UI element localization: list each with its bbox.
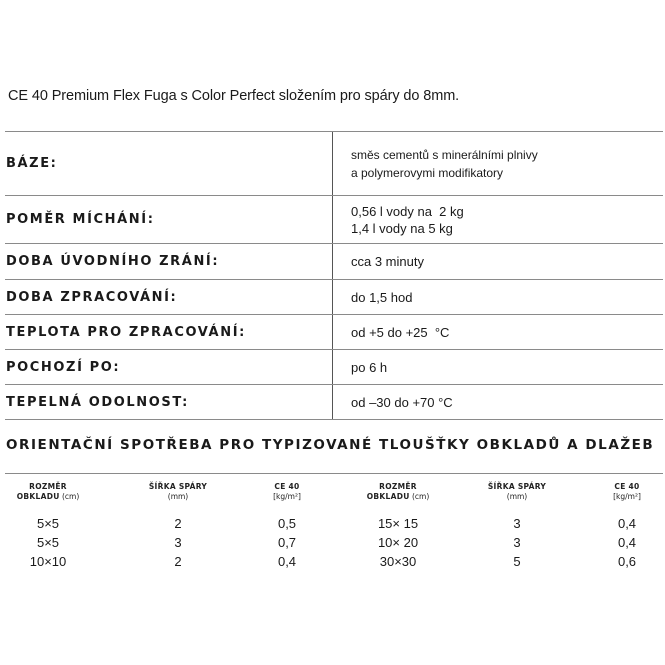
spec-row-mixing-ratio <box>5 195 663 243</box>
spec-value <box>332 385 663 419</box>
table-cell: 0,4 <box>617 535 637 550</box>
table-cell: 3 <box>174 535 182 550</box>
table-row <box>0 533 665 552</box>
table-cell: 10× 20 <box>377 535 419 550</box>
spec-label: DOBA ZPRACOVÁNÍ: <box>6 289 178 305</box>
header-ce40-consumption <box>613 482 641 501</box>
spec-value <box>332 244 663 279</box>
header-unit: [kg/m²] <box>613 491 641 501</box>
header-line: CE 40 <box>614 482 640 491</box>
header-line: CE 40 <box>274 482 300 491</box>
header-line: ROZMĚR <box>29 482 67 491</box>
spec-value-line: 0,56 l vody na 2 kg <box>351 203 464 219</box>
spec-value-line: do 1,5 hod <box>351 289 413 305</box>
table-cell: 0,7 <box>277 535 297 550</box>
header-line: ROZMĚR <box>379 482 417 491</box>
spec-label: POCHOZÍ PO: <box>6 359 121 375</box>
table-cell: 0,5 <box>277 516 297 531</box>
spec-value-line: směs cementů s minerálními plnivy <box>351 147 538 162</box>
table-cell: 0,4 <box>617 516 637 531</box>
table-cell: 0,6 <box>617 554 637 569</box>
spec-value <box>332 280 663 314</box>
table-cell: 2 <box>174 554 182 569</box>
spec-row-working-temperature <box>5 314 663 349</box>
header-joint-width <box>488 482 546 501</box>
table-cell: 10×10 <box>29 554 67 569</box>
spec-label: BÁZE: <box>6 156 58 171</box>
spec-table <box>5 131 663 420</box>
spec-label: TEPLOTA PRO ZPRACOVÁNÍ: <box>6 324 246 340</box>
spec-value-line: po 6 h <box>351 359 388 375</box>
header-unit: (mm) <box>167 491 189 501</box>
header-unit: (mm) <box>506 491 528 501</box>
header-unit: (cm) <box>409 491 430 501</box>
header-tile-size <box>17 482 80 501</box>
spec-row-thermal-resistance <box>5 384 663 420</box>
document-title: CE 40 Premium Flex Fuga s Color Perfect složením pro spáry do 8mm. <box>8 88 460 104</box>
spec-value-line: od +5 do +25 °C <box>351 324 450 340</box>
table-cell: 2 <box>174 516 182 531</box>
table-cell: 30×30 <box>379 554 417 569</box>
header-tile-size <box>367 482 430 501</box>
table-cell: 5×5 <box>36 516 60 531</box>
header-unit: [kg/m²] <box>273 491 301 501</box>
table-cell: 3 <box>513 516 521 531</box>
consumption-header-row <box>0 482 665 512</box>
table-cell: 15× 15 <box>377 516 419 531</box>
spec-row-working-time <box>5 279 663 314</box>
table-cell: 0,4 <box>277 554 297 569</box>
spec-value <box>332 315 663 349</box>
spec-row-walkable-after <box>5 349 663 384</box>
table-cell: 5 <box>513 554 521 569</box>
table-row <box>0 514 665 533</box>
consumption-table <box>0 482 665 571</box>
spec-value-line: a polymerovymi modifikatory <box>351 165 504 180</box>
spec-value-line: od –30 do +70 °C <box>351 394 453 410</box>
spec-value-line: cca 3 minuty <box>351 254 424 269</box>
spec-value <box>332 132 663 195</box>
consumption-heading: ORIENTAČNÍ SPOTŘEBA PRO TYPIZOVANÉ TLOUŠŤKY OBKLADŮ A DLAŽEB <box>6 437 655 453</box>
header-line: OBKLADU <box>366 491 410 501</box>
spec-value-line: 1,4 l vody na 5 kg <box>351 220 453 236</box>
section-divider <box>5 473 663 474</box>
header-ce40-consumption <box>273 482 301 501</box>
header-line: ŠÍŘKA SPÁRY <box>487 482 547 491</box>
table-row <box>0 552 665 571</box>
table-cell: 3 <box>513 535 521 550</box>
header-line: ŠÍŘKA SPÁRY <box>148 482 208 491</box>
spec-label: DOBA ÚVODNÍHO ZRÁNÍ: <box>6 254 220 269</box>
spec-value <box>332 196 663 243</box>
header-joint-width <box>149 482 207 501</box>
spec-row-base <box>5 131 663 195</box>
header-line: OBKLADU <box>16 491 60 501</box>
table-cell: 5×5 <box>36 535 60 550</box>
spec-label: TEPELNÁ ODOLNOST: <box>6 394 189 410</box>
spec-row-initial-maturing <box>5 243 663 279</box>
header-unit: (cm) <box>59 491 80 501</box>
spec-label: POMĚR MÍCHÁNÍ: <box>6 212 155 227</box>
spec-value <box>332 350 663 384</box>
